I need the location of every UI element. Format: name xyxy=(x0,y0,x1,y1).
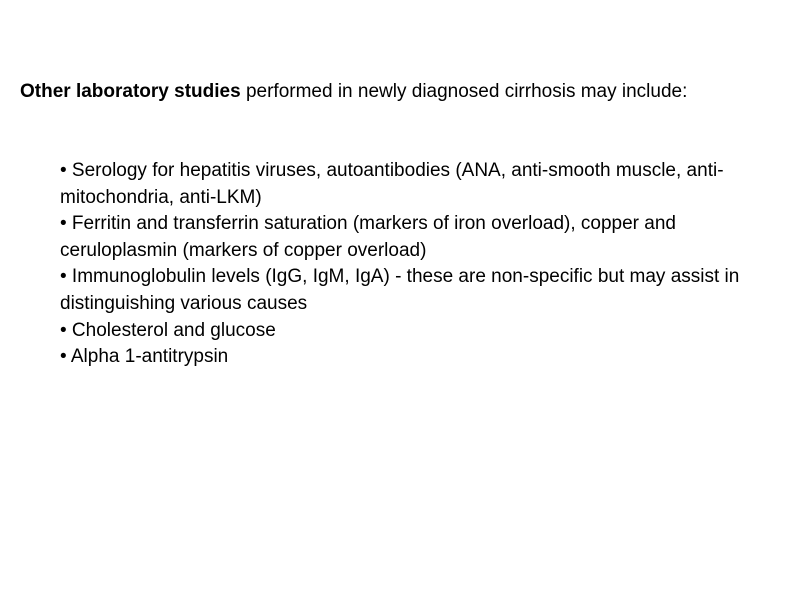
intro-rest: performed in newly diagnosed cirrhosis may include: xyxy=(240,81,688,102)
bullet-text: Serology for hepatitis viruses, autoantibodies (ANA, anti-smooth muscle, anti-mitochondria, anti-LKM) xyxy=(60,160,724,208)
intro-paragraph xyxy=(20,78,780,105)
bullet-text: Ferritin and transferrin saturation (markers of iron overload), copper and ceruloplasmin (markers of copper overload) xyxy=(60,213,676,261)
bullet-text: Immunoglobulin levels (IgG, IgM, IgA) - these are non-specific but may assist in distinguishing various causes xyxy=(60,266,740,314)
intro-lead: Other laboratory studies xyxy=(20,81,241,102)
bullet-item xyxy=(60,158,785,211)
bullet-marker: • xyxy=(60,213,67,235)
bullet-marker: • xyxy=(60,160,67,181)
bullet-item xyxy=(60,344,785,371)
bullet-item xyxy=(60,318,785,345)
bullet-marker: • xyxy=(60,266,67,288)
bullet-text: Alpha 1-antitrypsin xyxy=(66,346,229,368)
bullet-text: Cholesterol and glucose xyxy=(66,319,276,341)
bullet-marker: • xyxy=(60,319,67,341)
bullet-item xyxy=(60,211,785,264)
bullet-list xyxy=(60,158,785,371)
bullet-item xyxy=(60,264,785,317)
bullet-marker: • xyxy=(60,346,67,368)
